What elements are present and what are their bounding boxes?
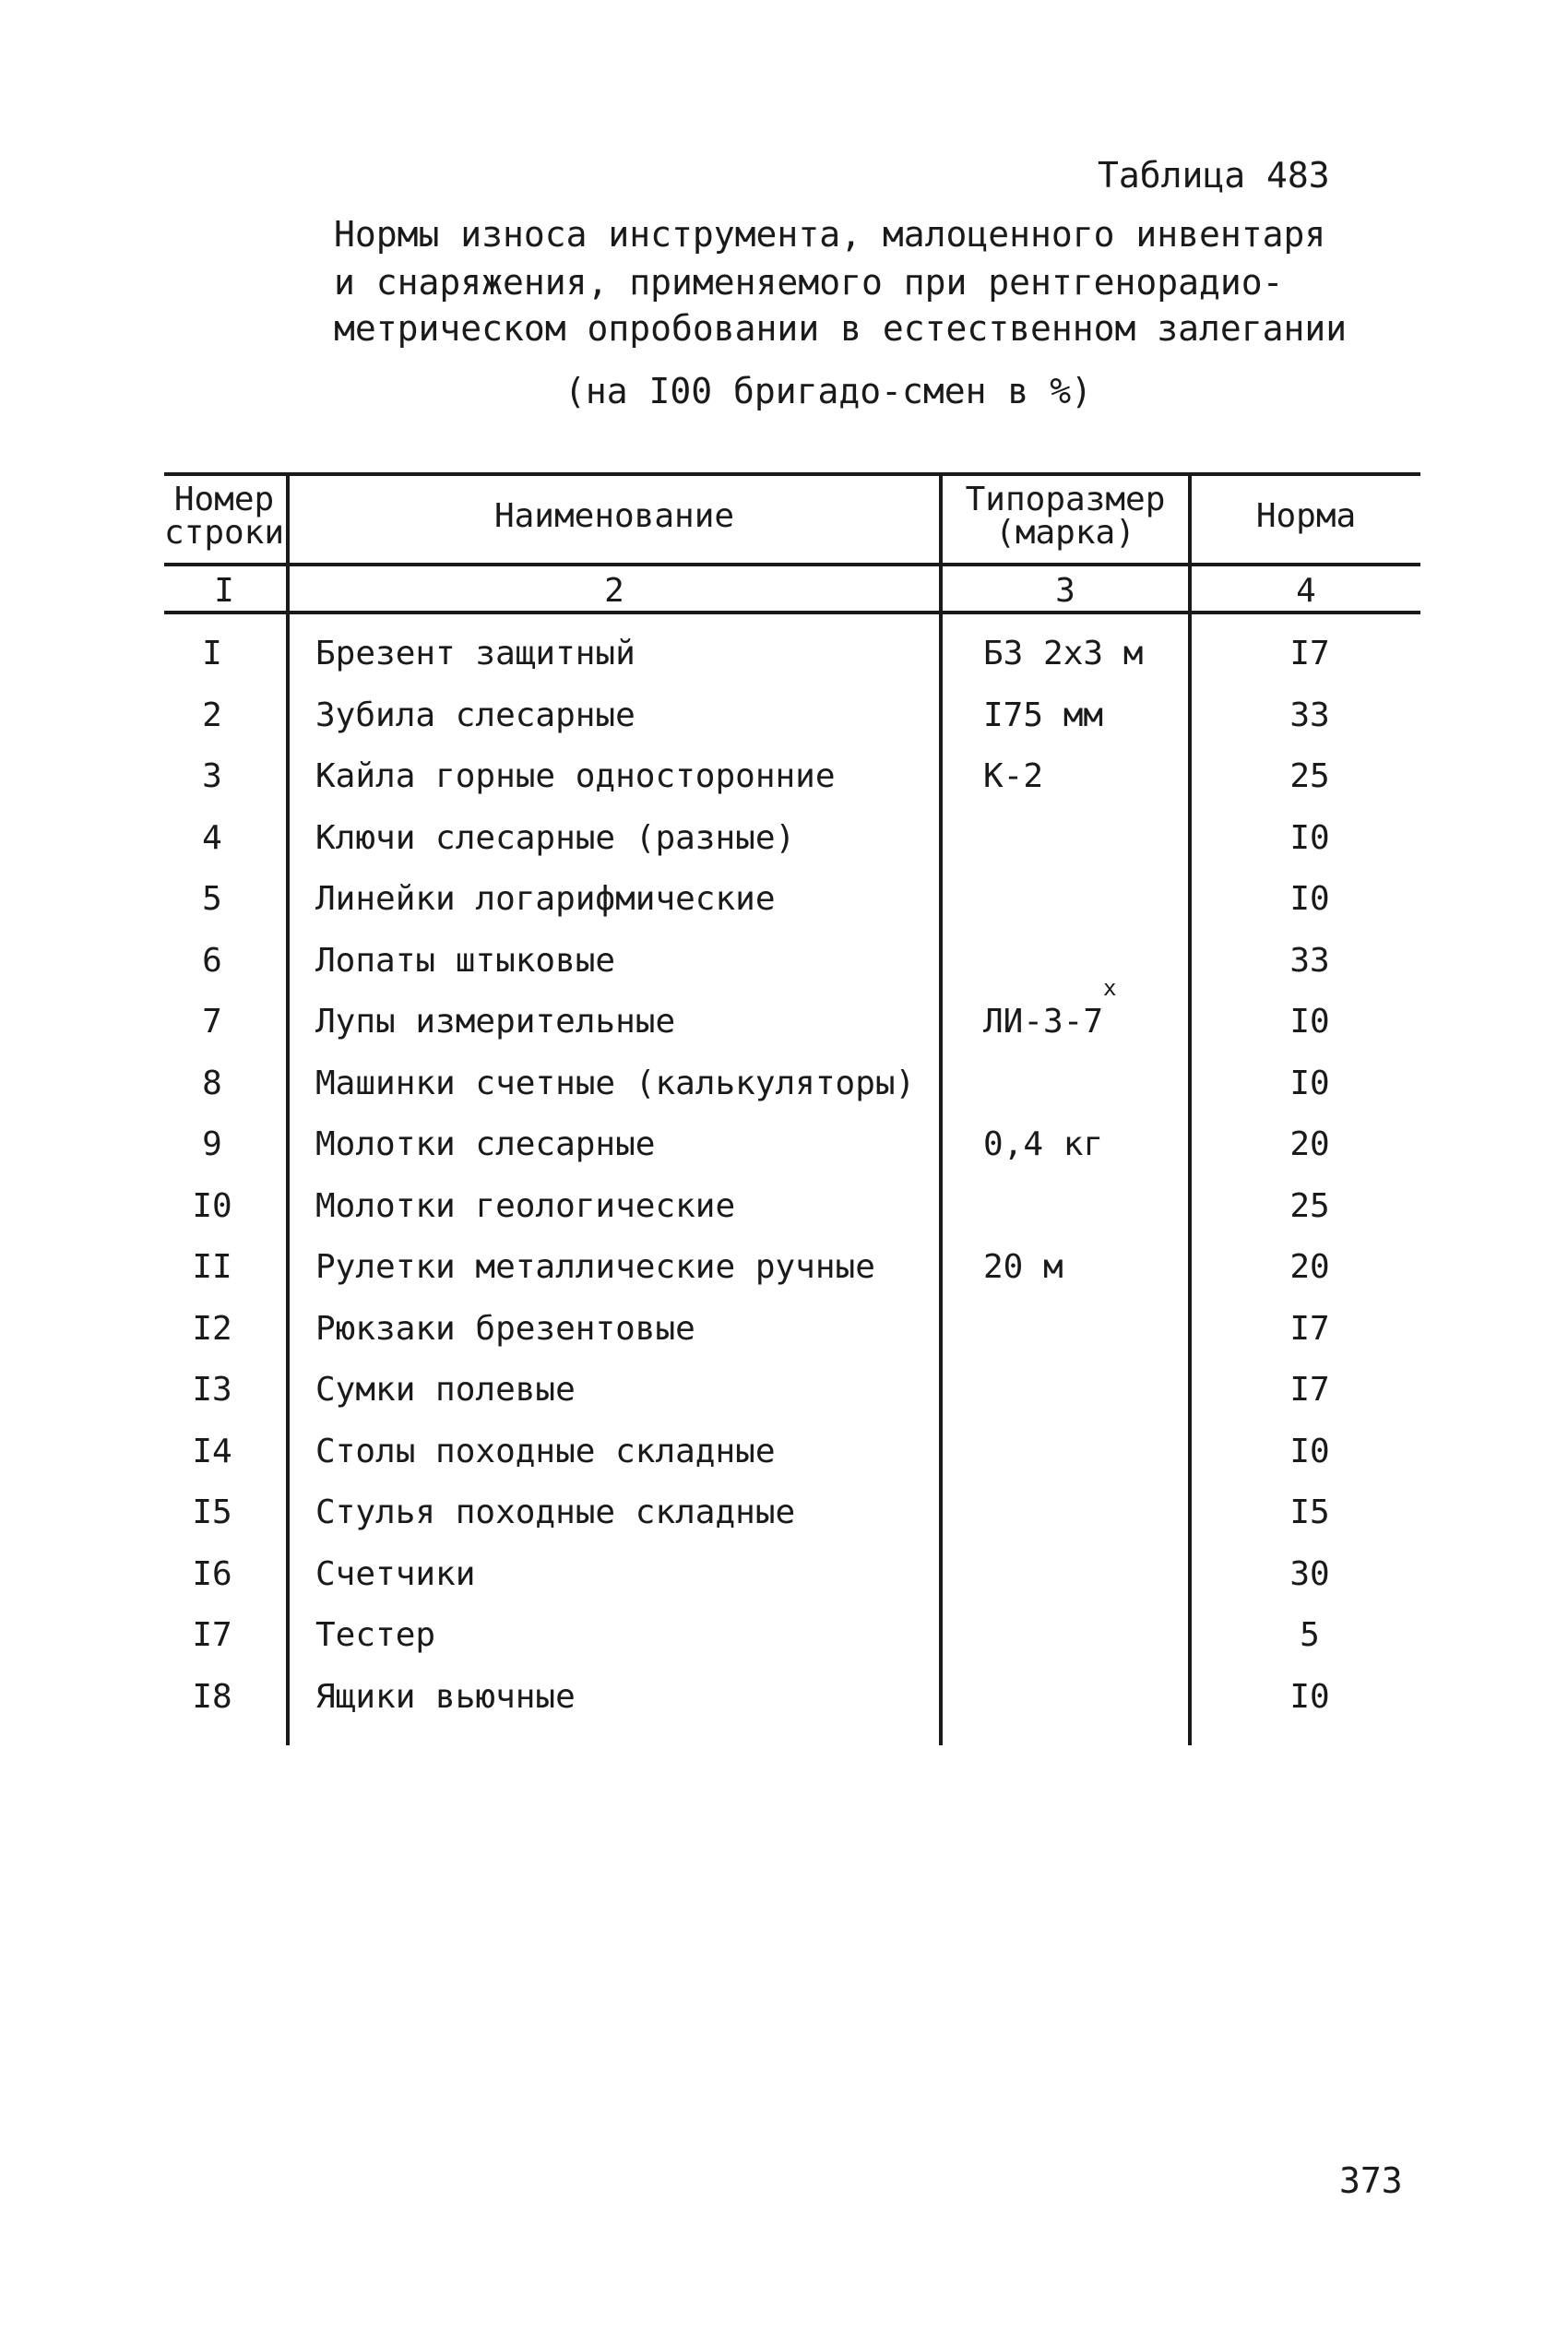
item-size-cell	[983, 1237, 1063, 1298]
norm-cell: I0	[1289, 1678, 1330, 1716]
header-text: строки	[163, 514, 285, 552]
header-text: Типоразмер	[965, 481, 1166, 518]
norm-cell: I0	[1289, 1003, 1330, 1041]
table-units-note: (на I00 бригадо-смен в %)	[564, 371, 1092, 411]
row-number-cell: 5	[202, 880, 222, 918]
row-number-cell: 8	[202, 1065, 222, 1102]
norm-cell: I0	[1289, 1433, 1330, 1470]
item-name-cell: Стулья походные складные	[315, 1493, 796, 1531]
norm-cell: I5	[1289, 1493, 1330, 1531]
item-name-cell: Ключи слесарные (разные)	[315, 819, 796, 857]
item-name-cell: Молотки геологические	[315, 1187, 736, 1225]
table-title-line: Нормы износа инструмента, малоценного инвентаря	[334, 214, 1326, 255]
column-number: 2	[604, 572, 624, 610]
item-size-text: 0,4 кг	[983, 1125, 1104, 1163]
item-size-text: Б3 2х3 м	[983, 635, 1144, 672]
item-size-text: К-2	[983, 757, 1044, 795]
header-text: (марка)	[995, 514, 1135, 552]
item-name-cell: Кайла горные односторонние	[315, 757, 836, 795]
item-size-text: ЛИ-3-7	[983, 1003, 1104, 1041]
norm-cell: 5	[1300, 1616, 1320, 1654]
norm-cell: I0	[1289, 1065, 1330, 1102]
row-number-cell: 4	[202, 819, 222, 857]
norm-cell: 33	[1289, 696, 1330, 734]
norm-cell: 20	[1289, 1248, 1330, 1286]
table-title-line: и снаряжения, применяемого при рентгенорадио-	[334, 262, 1284, 303]
column-divider	[286, 472, 290, 1745]
norm-cell: 25	[1289, 1187, 1330, 1225]
item-size-cell	[983, 746, 1043, 807]
table-title-line: метрическом опробовании в естественном залегании	[334, 308, 1348, 349]
item-size-superscript: х	[1103, 975, 1117, 1001]
norm-cell: I7	[1289, 635, 1330, 672]
row-number-cell: I6	[192, 1555, 232, 1593]
column-number: 4	[1296, 572, 1316, 610]
column-numbers-rule	[164, 611, 1420, 614]
row-number-cell: II	[192, 1248, 232, 1286]
row-number-cell: I	[202, 635, 222, 672]
row-number-cell: I4	[192, 1433, 232, 1470]
item-name-cell: Столы походные складные	[315, 1433, 776, 1470]
item-name-cell: Рюкзаки брезентовые	[315, 1310, 695, 1348]
header-text: Номер	[173, 481, 275, 518]
row-number-cell: I2	[192, 1310, 232, 1348]
norm-cell: 30	[1289, 1555, 1330, 1593]
column-number: I	[214, 572, 234, 610]
header-size	[943, 483, 1188, 550]
norm-cell: I0	[1289, 880, 1330, 918]
row-number-cell: I7	[192, 1616, 232, 1654]
norm-cell: 33	[1289, 942, 1330, 980]
norm-cell: I7	[1289, 1371, 1330, 1409]
table-top-rule	[164, 472, 1420, 476]
item-name-cell: Тестер	[315, 1616, 436, 1654]
item-name-cell: Линейки логарифмические	[315, 880, 776, 918]
item-name-cell: Рулетки металлические ручные	[315, 1248, 875, 1286]
row-number-cell: I5	[192, 1493, 232, 1531]
column-divider	[1188, 472, 1192, 1745]
page-number: 373	[1339, 2160, 1403, 2201]
table-label: Таблица 483	[1098, 155, 1330, 196]
header-norm: Норма	[1255, 497, 1357, 535]
item-size-cell	[983, 975, 1117, 1053]
item-size-cell	[983, 624, 1143, 684]
item-name-cell: Лопаты штыковые	[315, 942, 616, 980]
row-number-cell: 2	[202, 696, 222, 734]
norm-cell: 20	[1289, 1125, 1330, 1163]
item-size-text: 20 м	[983, 1248, 1063, 1286]
item-name-cell: Машинки счетные (калькуляторы)	[315, 1065, 916, 1102]
item-size-cell	[983, 1114, 1103, 1175]
norm-cell: I0	[1289, 819, 1330, 857]
row-number-cell: 3	[202, 757, 222, 795]
header-name: Наименование	[493, 497, 735, 535]
column-divider	[939, 472, 943, 1745]
row-number-cell: 6	[202, 942, 222, 980]
row-number-cell: I3	[192, 1371, 232, 1409]
item-name-cell: Счетчики	[315, 1555, 476, 1593]
norm-cell: I7	[1289, 1310, 1330, 1348]
header-bottom-rule	[164, 563, 1420, 566]
norm-cell: 25	[1289, 757, 1330, 795]
item-name-cell: Зубила слесарные	[315, 696, 636, 734]
row-number-cell: 9	[202, 1125, 222, 1163]
item-name-cell: Молотки слесарные	[315, 1125, 656, 1163]
item-size-cell	[983, 685, 1103, 746]
item-name-cell: Лупы измерительные	[315, 1003, 676, 1041]
row-number-cell: 7	[202, 1003, 222, 1041]
row-number-cell: I0	[192, 1187, 232, 1225]
header-row-number	[162, 483, 286, 550]
column-number: 3	[1055, 572, 1075, 610]
item-name-cell: Ящики вьючные	[315, 1678, 576, 1716]
item-name-cell: Сумки полевые	[315, 1371, 576, 1409]
item-size-text: I75 мм	[983, 696, 1104, 734]
row-number-cell: I8	[192, 1678, 232, 1716]
item-name-cell: Брезент защитный	[315, 635, 636, 672]
